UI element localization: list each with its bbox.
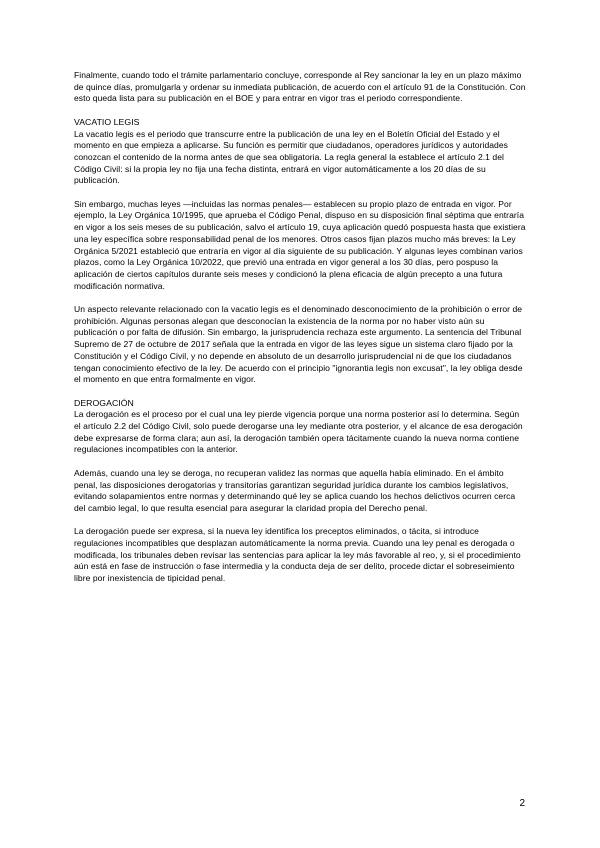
section-heading: DEROGACIÓN bbox=[74, 397, 134, 408]
page-number: 2 bbox=[519, 798, 525, 809]
paragraph: La derogación puede ser expresa, si la nueva ley identifica los preceptos eliminados, o tácita, si introduce regulaciones incompatibles que desplazan automáticamente la norma previa. Cuando una ley penal es derogada o modificada, los tribunales deben revisar las sentencias para aplicar la ley más favorable al reo, y, si el procedimiento aún está en fase de instrucción o fase intermedia y la conducta deja de ser delito, procede dictar el sobreseimiento libre por inexistencia de tipicidad penal. bbox=[74, 526, 521, 584]
paragraph: Sin embargo, muchas leyes —incluidas las normas penales— establecen su propio plazo de entrada en vigor. Por ejemplo, la Ley Orgánica 10/1995, que aprueba el Código Penal, dispuso en su disposición final séptima que entraría en vigor a los seis meses de su publicación, salvo el artículo 19, cuya aplicación quedó pospuesta hasta que existiera una ley específica sobre responsabilidad penal de los menores. Otros casos fijan plazos mucho más breves: la Ley Orgánica 5/2021 estableció que entraría en vigor al día siguiente de su publicación. Y algunas leyes combinan varios plazos, como la Ley Orgánica 10/2022, que previó una entrada en vigor general a los 30 días, pero pospuso la aplicación de ciertos capítulos durante seis meses y condicionó la plena eficacia de algún precepto a una futura modificación normativa. bbox=[74, 198, 526, 291]
section-vacatio-legis bbox=[74, 117, 526, 386]
document-body bbox=[74, 70, 526, 597]
paragraph: La derogación es el proceso por el cual una ley pierde vigencia porque una norma posterior así lo determina. Según el artículo 2.2 del Código Civil, solo puede derogarse una ley mediante otra posterior, y el alcance de esa derogación debe expresarse de forma clara; aun así, la derogación también opera tácitamente cuando la nueva norma contiene regulaciones incompatibles con la anterior. bbox=[74, 409, 523, 455]
section-heading: VACATIO LEGIS bbox=[74, 116, 140, 127]
paragraph: Además, cuando una ley se deroga, no recuperan validez las normas que aquella había eliminado. En el ámbito penal, las disposiciones derogatorias y transitorias garantizan seguridad jurídica durante los cambios legislativos, evitando solapamientos entre normas y determinando qué ley se aplica cuando los hechos delictivos ocurren cerca del cambio legal, lo que resulta esencial para asegurar la claridad propia del Derecho penal. bbox=[74, 467, 516, 513]
paragraph: Un aspecto relevante relacionado con la vacatio legis es el denominado desconocimiento de la prohibición o error de prohibición. Algunas personas alegan que desconocían la existencia de la norma por no haber visto aún su publicación o por falta de difusión. Sin embargo, la jurisprudencia rechaza este argumento. La sentencia del Tribunal Supremo de 27 de octubre de 2017 señala que la entrada en vigor de las leyes sigue un sistema claro fijado por la Constitución y el Código Civil, y no depende en absoluto de un desarrollo jurisprudencial ni de que los ciudadanos tengan conocimiento efectivo de la ley. De acuerdo con el principio "ignorantia legis non excusat", la ley obliga desde el momento en que entra formalmente en vigor. bbox=[74, 304, 523, 385]
paragraph: La vacatio legis es el periodo que transcurre entre la publicación de una ley en el Boletín Oficial del Estado y el momento en que empieza a aplicarse. Su función es permitir que ciudadanos, operadores jurídicos y autoridades conozcan el contenido de la norma antes de que sea obligatoria. La regla general la establece el artículo 2.1 del Código Civil: si la propia ley no fija una fecha distinta, entrará en vigor automáticamente a los 20 días de su publicación. bbox=[74, 128, 508, 186]
section-derogacion bbox=[74, 398, 526, 585]
intro-paragraph: Finalmente, cuando todo el trámite parlamentario concluye, corresponde al Rey sancionar la ley en un plazo máximo de quince días, promulgarla y ordenar su inmediata publicación, de acuerdo con el artículo 91 de la Constitución. Con esto queda lista para su publicación en el BOE y para entrar en vigor tras el periodo correspondiente. bbox=[74, 70, 526, 104]
